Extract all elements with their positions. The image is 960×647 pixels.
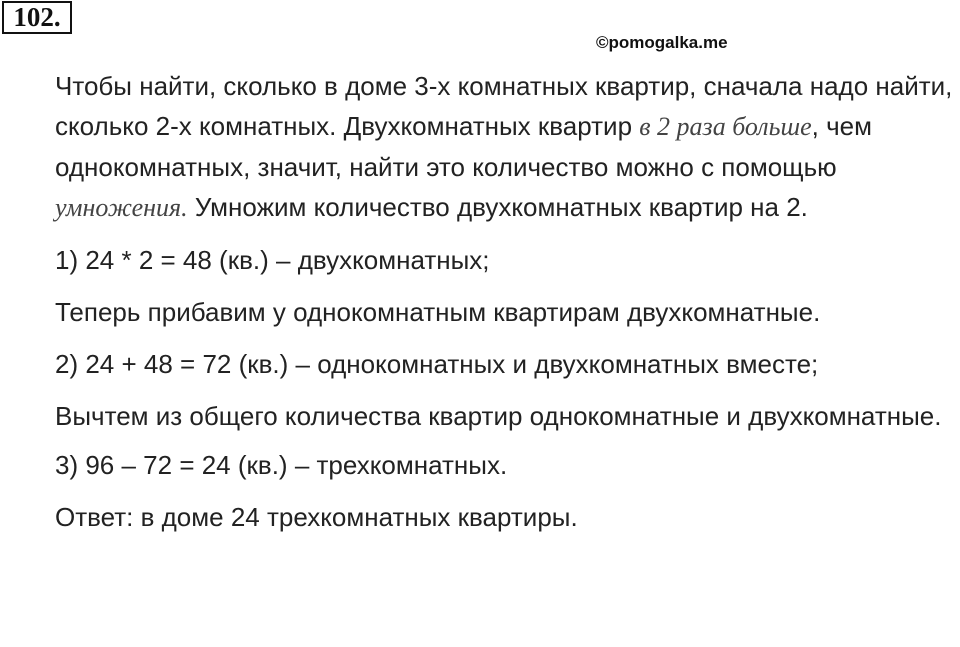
answer: Ответ: в доме 24 трехкомнатных квартиры. <box>55 502 578 532</box>
intro-text-1: Чтобы найти, сколько в доме 3-х комнатных квартир, сначала надо найти, сколько 2-х комнатных. Двухкомнатных квартир <box>55 71 953 141</box>
solution-text <box>55 66 955 537</box>
step-1: 1) 24 * 2 = 48 (кв.) – двухкомнатных; <box>55 245 490 275</box>
intro-emphasis-1: в 2 раза больше <box>639 112 812 141</box>
step-3: 3) 96 – 72 = 24 (кв.) – трехкомнатных. <box>55 450 508 480</box>
explanation-2: Теперь прибавим у однокомнатным квартирам двухкомнатные. <box>55 297 821 327</box>
step-2: 2) 24 + 48 = 72 (кв.) – однокомнатных и двухкомнатных вместе; <box>55 349 819 379</box>
intro-paragraph <box>55 66 955 228</box>
intro-emphasis-2: умножения. <box>55 193 188 222</box>
watermark: ©pomogalka.me <box>596 33 728 52</box>
intro-text-3: Умножим количество двухкомнатных квартир на 2. <box>187 192 808 222</box>
task-number-badge <box>2 1 72 34</box>
explanation-3: Вычтем из общего количества квартир однокомнатные и двухкомнатные. <box>55 401 942 431</box>
intro-text-2: , чем однокомнатных, значит, найти это количество можно с помощью <box>55 111 872 182</box>
task-number: 102. <box>13 2 61 32</box>
